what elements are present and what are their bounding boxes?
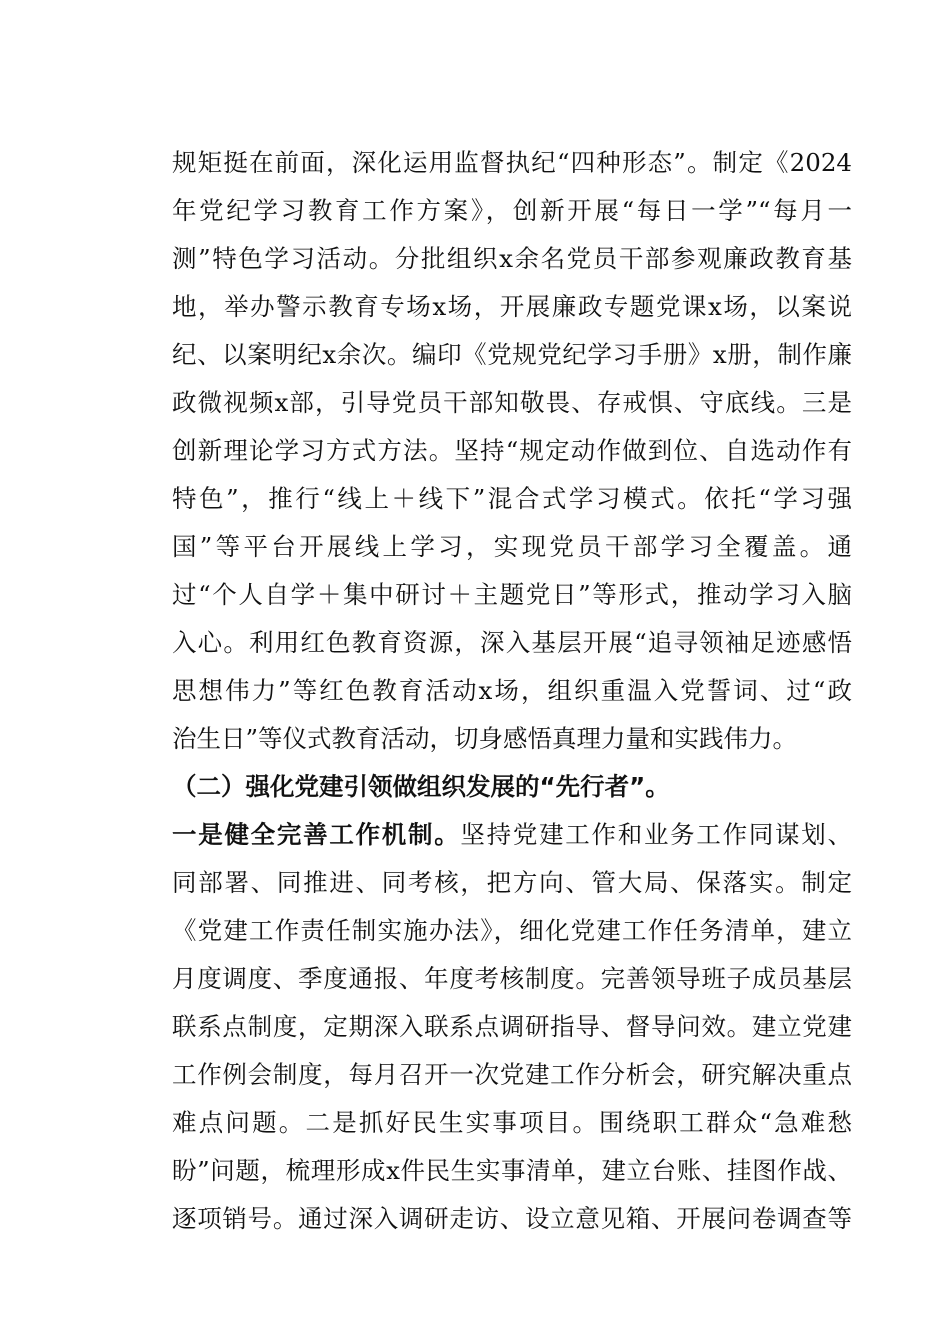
text-line: 规矩挺在前面，深化运用监督执纪“四种形态”。制定《2024 <box>172 148 852 177</box>
text-line-first <box>172 811 852 859</box>
text-line: 特色”，推行“线上＋线下”混合式学习模式。依托“学习强 <box>172 484 852 513</box>
text-line: 治生日”等仪式教育活动，切身感悟真理力量和实践伟力。 <box>172 724 798 753</box>
text-line: 逐项销号。通过深入调研走访、设立意见箱、开展问卷调查等 <box>172 1204 852 1233</box>
lead-phrase: 一是健全完善工作机制。 <box>172 820 461 849</box>
section-heading: （二）强化党建引领做组织发展的“先行者”。 <box>172 772 670 801</box>
text-line: 地，举办警示教育专场x场，开展廉政专题党课x场，以案说 <box>172 292 852 321</box>
text-line: 联系点制度，定期深入联系点调研指导、督导问效。建立党建 <box>172 1012 852 1041</box>
text-line: 过“个人自学＋集中研讨＋主题党日”等形式，推动学习入脑 <box>172 580 852 609</box>
text-line: 月度调度、季度通报、年度考核制度。完善领导班子成员基层 <box>172 964 852 993</box>
text-line: 难点问题。二是抓好民生实事项目。围绕职工群众“急难愁 <box>172 1108 852 1137</box>
text-line: 同部署、同推进、同考核，把方向、管大局、保落实。制定 <box>172 868 852 897</box>
text-line: 政微视频x部，引导党员干部知敬畏、存戒惧、守底线。三是 <box>172 388 852 417</box>
text-line: 盼”问题，梳理形成x件民生实事清单，建立台账、挂图作战、 <box>172 1156 852 1185</box>
text-line: 工作例会制度，每月召开一次党建工作分析会，研究解决重点 <box>172 1060 852 1089</box>
text-line: 测”特色学习活动。分批组织x余名党员干部参观廉政教育基 <box>172 244 852 273</box>
text-line: 纪、以案明纪x余次。编印《党规党纪学习手册》x册，制作廉 <box>172 340 852 369</box>
text-line: 入心。利用红色教育资源，深入基层开展“追寻领袖足迹感悟 <box>172 628 852 657</box>
text-line: 思想伟力”等红色教育活动x场，组织重温入党誓词、过“政 <box>172 676 852 705</box>
text-line: 国”等平台开展线上学习，实现党员干部学习全覆盖。通 <box>172 532 852 561</box>
text-line: 创新理论学习方式方法。坚持“规定动作做到位、自选动作有 <box>172 436 852 465</box>
text-line: 年党纪学习教育工作方案》，创新开展“每日一学”“每月一 <box>172 196 852 225</box>
text-line: 《党建工作责任制实施办法》，细化党建工作任务清单，建立 <box>172 916 852 945</box>
lead-rest: 坚持党建工作和业务工作同谋划、 <box>460 820 853 849</box>
